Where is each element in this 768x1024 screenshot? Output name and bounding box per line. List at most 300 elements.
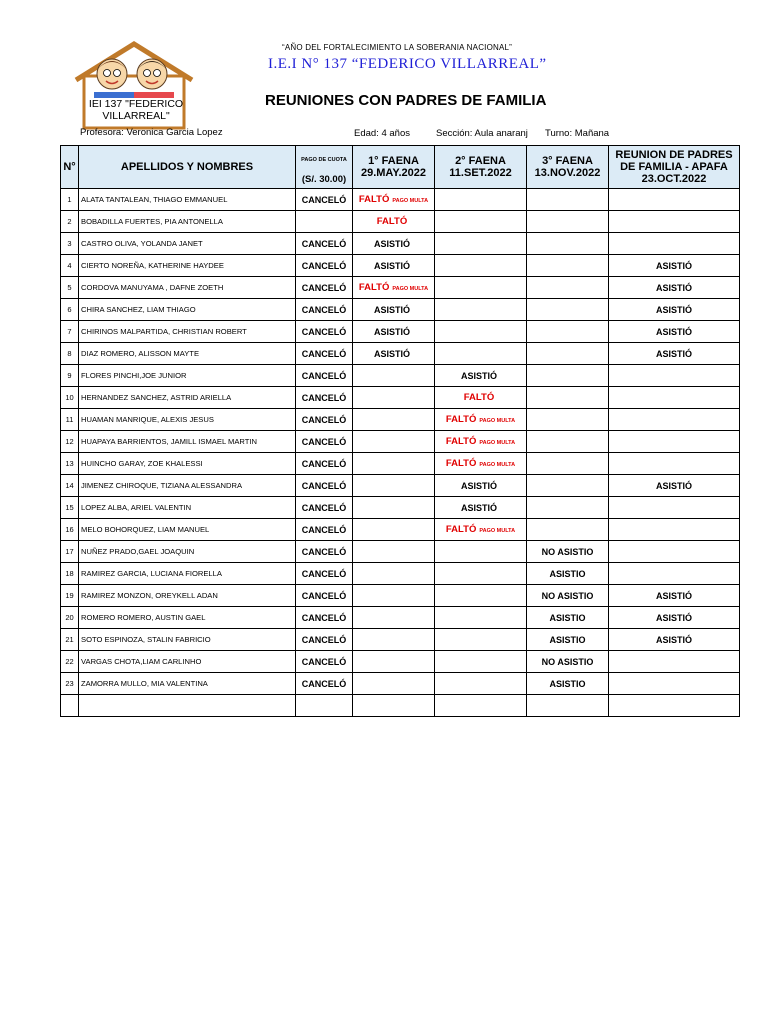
faena1-cell: [353, 409, 435, 431]
teacher-label: Profesora: Veronica Garcia Lopez: [80, 127, 223, 138]
faena3-cell: [527, 321, 609, 343]
cuota-cell: [296, 673, 353, 695]
cuota-status: CANCELÓ: [301, 590, 347, 601]
cuota-status: CANCELÓ: [301, 546, 347, 557]
apafa-cell: [609, 585, 740, 607]
faena1-title: 1° FAENA: [368, 155, 419, 167]
faena1-cell: [353, 387, 435, 409]
apafa-cell: [609, 695, 740, 717]
cuota-cell: [296, 651, 353, 673]
student-name-text: CIERTO NOREÑA, KATHERINE HAYDEE: [81, 261, 224, 270]
table-header-row: [61, 146, 740, 189]
faena3-cell: [527, 651, 609, 673]
faena1-cell: [353, 189, 435, 211]
cuota-cell: [296, 695, 353, 717]
row-number-text: 4: [67, 261, 72, 270]
faena2-cell: [435, 321, 527, 343]
table-row: [61, 321, 740, 343]
row-number-text: 11: [65, 415, 74, 424]
student-name: [79, 255, 296, 277]
student-name-text: RAMIREZ MONZON, OREYKELL ADAN: [81, 591, 218, 600]
student-name-text: CHIRINOS MALPARTIDA, CHRISTIAN ROBERT: [81, 327, 247, 336]
faena3-cell: [527, 695, 609, 717]
apafa-cell: [609, 629, 740, 651]
row-number: [61, 629, 79, 651]
student-name: [79, 607, 296, 629]
faena3-status: ASISTIO: [549, 568, 586, 579]
faena2-cell: [435, 409, 527, 431]
cuota-cell: [296, 629, 353, 651]
col-header-name: APELLIDOS Y NOMBRES: [79, 146, 296, 189]
cuota-cell: [296, 431, 353, 453]
section-label: Sección: Aula anaranj: [436, 128, 528, 139]
table-row: [61, 519, 740, 541]
table-row: [61, 651, 740, 673]
cuota-cell: [296, 233, 353, 255]
cuota-bottom-label: (S/. 30.00): [301, 174, 347, 185]
faena2-status: ASISTIÓ: [460, 370, 497, 381]
row-number-text: 20: [65, 613, 74, 622]
faena3-status: NO ASISTIO: [541, 656, 594, 667]
student-name-text: CORDOVA MANUYAMA , DAFNE ZOETH: [81, 283, 224, 292]
faena3-cell: [527, 299, 609, 321]
faena2-cell: [435, 299, 527, 321]
apafa-status: ASISTIÓ: [655, 590, 692, 601]
row-number: [61, 233, 79, 255]
faena3-status: ASISTIO: [549, 612, 586, 623]
faena3-status: NO ASISTIO: [541, 590, 594, 601]
cuota-cell: [296, 409, 353, 431]
table-row: [61, 365, 740, 387]
row-number-text: 13: [65, 459, 74, 468]
apafa-cell: [609, 541, 740, 563]
page-title: REUNIONES CON PADRES DE FAMILIA: [265, 92, 547, 109]
faena1-cell: [353, 695, 435, 717]
faena1-cell: [353, 299, 435, 321]
row-number-text: 9: [67, 371, 72, 380]
table-row: [61, 541, 740, 563]
faena1-fine: PAGO MULTA: [392, 198, 429, 204]
faena2-fine: PAGO MULTA: [479, 440, 516, 446]
faena2-cell: [435, 233, 527, 255]
faena2-cell: [435, 585, 527, 607]
row-number-text: 1: [67, 195, 72, 204]
row-number: [61, 673, 79, 695]
col-header-cuota: [296, 146, 353, 189]
faena2-date: 11.SET.2022: [449, 167, 512, 179]
faena3-date: 13.NOV.2022: [534, 167, 601, 179]
cuota-cell: [296, 497, 353, 519]
faena2-cell: [435, 211, 527, 233]
faena1-cell: [353, 585, 435, 607]
faena1-cell: [353, 519, 435, 541]
faena3-cell: [527, 255, 609, 277]
faena1-cell: [353, 211, 435, 233]
faena1-status: ASISTIÓ: [373, 304, 410, 315]
table-row: [61, 607, 740, 629]
faena1-cell: [353, 475, 435, 497]
cuota-status: CANCELÓ: [301, 458, 347, 469]
faena3-cell: [527, 431, 609, 453]
row-number: [61, 277, 79, 299]
row-number: [61, 189, 79, 211]
cuota-status: CANCELÓ: [301, 370, 347, 381]
faena1-cell: [353, 277, 435, 299]
cuota-status: CANCELÓ: [301, 282, 347, 293]
faena2-status: ASISTIÓ: [460, 480, 497, 491]
student-name: [79, 277, 296, 299]
student-name-text: DIAZ ROMERO, ALISSON MAYTE: [81, 349, 200, 358]
apafa-cell: [609, 211, 740, 233]
apafa-cell: [609, 431, 740, 453]
faena3-cell: [527, 541, 609, 563]
row-number-text: 8: [67, 349, 72, 358]
student-name: [79, 673, 296, 695]
faena3-cell: [527, 563, 609, 585]
table-row: [61, 585, 740, 607]
apafa-cell: [609, 277, 740, 299]
shift-label: Turno: Mañana: [545, 128, 610, 139]
student-name: [79, 211, 296, 233]
faena1-cell: [353, 541, 435, 563]
row-number: [61, 409, 79, 431]
row-number: [61, 519, 79, 541]
student-name-text: MELO BOHORQUEZ, LIAM MANUEL: [81, 525, 210, 534]
cuota-status: CANCELÓ: [301, 524, 347, 535]
cuota-status: CANCELÓ: [301, 414, 347, 425]
faena3-cell: [527, 475, 609, 497]
faena1-status: FALTÓ: [376, 216, 408, 227]
cuota-cell: [296, 453, 353, 475]
faena2-cell: [435, 365, 527, 387]
cuota-status: CANCELÓ: [301, 260, 347, 271]
student-name: [79, 189, 296, 211]
col-header-faena2: [435, 146, 527, 189]
faena1-cell: [353, 431, 435, 453]
apafa-cell: [609, 453, 740, 475]
faena3-cell: [527, 211, 609, 233]
apafa-cell: [609, 563, 740, 585]
faena2-cell: [435, 343, 527, 365]
cuota-cell: [296, 387, 353, 409]
cuota-top-label: PAGO DE CUOTA: [301, 157, 347, 163]
faena3-cell: [527, 277, 609, 299]
row-number-text: 5: [67, 283, 72, 292]
faena1-status: FALTÓ: [358, 194, 390, 205]
student-name: [79, 629, 296, 651]
faena1-cell: [353, 255, 435, 277]
cuota-status: CANCELÓ: [301, 480, 347, 491]
table-row: [61, 695, 740, 717]
faena3-cell: [527, 497, 609, 519]
student-name: [79, 541, 296, 563]
table-row: [61, 497, 740, 519]
cuota-status: CANCELÓ: [301, 348, 347, 359]
student-name: [79, 519, 296, 541]
faena1-status: FALTÓ: [358, 282, 390, 293]
faena3-cell: [527, 387, 609, 409]
faena1-cell: [353, 365, 435, 387]
table-row: [61, 409, 740, 431]
faena1-cell: [353, 453, 435, 475]
faena1-cell: [353, 673, 435, 695]
apafa-status: ASISTIÓ: [655, 326, 692, 337]
faena2-fine: PAGO MULTA: [479, 462, 516, 468]
student-name: [79, 431, 296, 453]
apafa-title-1: REUNION DE PADRES: [615, 149, 733, 161]
apafa-date: 23.OCT.2022: [641, 173, 707, 185]
faena2-cell: [435, 541, 527, 563]
faena1-fine: PAGO MULTA: [392, 286, 429, 292]
cuota-status: CANCELÓ: [301, 612, 347, 623]
cuota-cell: [296, 343, 353, 365]
apafa-cell: [609, 343, 740, 365]
faena2-cell: [435, 563, 527, 585]
student-name-text: FLORES PINCHI,JOE JUNIOR: [81, 371, 187, 380]
row-number-text: 14: [65, 481, 74, 490]
apafa-status: ASISTIÓ: [655, 260, 692, 271]
faena2-fine: PAGO MULTA: [479, 418, 516, 424]
row-number-text: 2: [67, 217, 72, 226]
faena2-status: FALTÓ: [445, 414, 477, 425]
faena2-cell: [435, 431, 527, 453]
row-number: [61, 365, 79, 387]
student-name-text: CASTRO OLIVA, YOLANDA JANET: [81, 239, 203, 248]
faena1-cell: [353, 629, 435, 651]
student-name-text: HUINCHO GARAY, ZOE KHALESSI: [81, 459, 203, 468]
cuota-cell: [296, 277, 353, 299]
apafa-cell: [609, 387, 740, 409]
table-row: [61, 277, 740, 299]
apafa-status: ASISTIÓ: [655, 612, 692, 623]
faena2-cell: [435, 519, 527, 541]
faena2-cell: [435, 255, 527, 277]
student-name-text: CHIRA SANCHEZ, LIAM THIAGO: [81, 305, 196, 314]
cuota-cell: [296, 475, 353, 497]
cuota-status: CANCELÓ: [301, 568, 347, 579]
row-number-text: 6: [67, 305, 72, 314]
apafa-cell: [609, 365, 740, 387]
student-name-text: BOBADILLA FUERTES, PIA ANTONELLA: [81, 217, 223, 226]
faena3-cell: [527, 409, 609, 431]
apafa-cell: [609, 651, 740, 673]
student-name-text: HUAPAYA BARRIENTOS, JAMILL ISMAEL MARTIN: [81, 437, 257, 446]
faena1-status: ASISTIÓ: [373, 326, 410, 337]
faena3-cell: [527, 343, 609, 365]
faena1-cell: [353, 321, 435, 343]
student-name-text: ZAMORRA MULLO, MIA VALENTINA: [81, 679, 208, 688]
student-name: [79, 497, 296, 519]
student-name: [79, 585, 296, 607]
table-row: [61, 629, 740, 651]
school-name: I.E.I N° 137 “FEDERICO VILLARREAL”: [268, 56, 547, 72]
student-name-text: LOPEZ ALBA, ARIEL VALENTIN: [81, 503, 192, 512]
row-number-text: 3: [67, 239, 72, 248]
row-number-text: 17: [65, 547, 74, 556]
apafa-cell: [609, 189, 740, 211]
cuota-status: CANCELÓ: [301, 502, 347, 513]
faena1-cell: [353, 651, 435, 673]
row-number: [61, 299, 79, 321]
table-row: [61, 673, 740, 695]
faena3-cell: [527, 189, 609, 211]
student-name: [79, 321, 296, 343]
cuota-status: CANCELÓ: [301, 634, 347, 645]
faena3-cell: [527, 607, 609, 629]
col-header-faena3: [527, 146, 609, 189]
faena3-cell: [527, 233, 609, 255]
faena2-cell: [435, 189, 527, 211]
faena3-cell: [527, 585, 609, 607]
student-name-text: HERNANDEZ SANCHEZ, ASTRID ARIELLA: [81, 393, 232, 402]
apafa-title-2: DE FAMILIA - APAFA: [620, 161, 728, 173]
cuota-cell: [296, 365, 353, 387]
row-number: [61, 563, 79, 585]
apafa-cell: [609, 233, 740, 255]
cuota-status: CANCELÓ: [301, 304, 347, 315]
faena2-cell: [435, 629, 527, 651]
faena2-cell: [435, 475, 527, 497]
student-name: [79, 695, 296, 717]
col-header-faena1: [353, 146, 435, 189]
apafa-status: ASISTIÓ: [655, 304, 692, 315]
faena3-cell: [527, 673, 609, 695]
student-name: [79, 233, 296, 255]
faena2-status: ASISTIÓ: [460, 502, 497, 513]
row-number-text: 21: [65, 635, 74, 644]
student-name: [79, 651, 296, 673]
row-number: [61, 497, 79, 519]
row-number: [61, 651, 79, 673]
row-number-text: 22: [65, 657, 74, 666]
row-number: [61, 387, 79, 409]
cuota-status: CANCELÓ: [301, 238, 347, 249]
student-name: [79, 299, 296, 321]
apafa-cell: [609, 409, 740, 431]
student-name: [79, 343, 296, 365]
row-number-text: 10: [65, 393, 74, 402]
faena3-status: NO ASISTIO: [541, 546, 594, 557]
apafa-cell: [609, 673, 740, 695]
row-number: [61, 431, 79, 453]
faena1-status: ASISTIÓ: [373, 260, 410, 271]
faena2-cell: [435, 497, 527, 519]
student-name: [79, 563, 296, 585]
table-row: [61, 387, 740, 409]
faena2-title: 2° FAENA: [455, 155, 506, 167]
student-name: [79, 387, 296, 409]
apafa-cell: [609, 497, 740, 519]
cuota-cell: [296, 563, 353, 585]
cuota-cell: [296, 299, 353, 321]
row-number-text: 19: [65, 591, 74, 600]
row-number-text: 23: [65, 679, 74, 688]
student-name-text: NUÑEZ PRADO,GAEL JOAQUIN: [81, 547, 195, 556]
student-name-text: JIMENEZ CHIROQUE, TIZIANA ALESSANDRA: [81, 481, 243, 490]
faena2-cell: [435, 277, 527, 299]
apafa-status: ASISTIÓ: [655, 634, 692, 645]
faena1-status: ASISTIÓ: [373, 348, 410, 359]
cuota-status: CANCELÓ: [301, 678, 347, 689]
cuota-status: CANCELÓ: [301, 656, 347, 667]
apafa-status: ASISTIÓ: [655, 348, 692, 359]
row-number: [61, 255, 79, 277]
table-row: [61, 431, 740, 453]
faena1-cell: [353, 563, 435, 585]
row-number: [61, 695, 79, 717]
cuota-status: CANCELÓ: [301, 436, 347, 447]
apafa-cell: [609, 519, 740, 541]
age-label: Edad: 4 años: [354, 128, 410, 139]
apafa-cell: [609, 475, 740, 497]
student-name: [79, 453, 296, 475]
apafa-cell: [609, 321, 740, 343]
faena3-cell: [527, 365, 609, 387]
faena2-cell: [435, 387, 527, 409]
row-number: [61, 321, 79, 343]
apafa-status: ASISTIÓ: [655, 282, 692, 293]
row-number-text: 12: [65, 437, 74, 446]
cuota-status: CANCELÓ: [301, 392, 347, 403]
student-name-text: ALATA TANTALEAN, THIAGO EMMANUEL: [81, 195, 228, 204]
col-header-num: N°: [61, 146, 79, 189]
cuota-cell: [296, 585, 353, 607]
logo-caption: IEI 137 "FEDERICO VILLARREAL": [88, 98, 184, 122]
faena1-cell: [353, 343, 435, 365]
faena2-cell: [435, 651, 527, 673]
apafa-cell: [609, 607, 740, 629]
row-number: [61, 541, 79, 563]
col-header-apafa: [609, 146, 740, 189]
school-logo: [72, 40, 196, 130]
faena1-cell: [353, 497, 435, 519]
faena1-cell: [353, 233, 435, 255]
faena1-date: 29.MAY.2022: [360, 167, 427, 179]
row-number: [61, 585, 79, 607]
row-number: [61, 211, 79, 233]
faena2-status: FALTÓ: [445, 436, 477, 447]
faena2-status: FALTÓ: [445, 458, 477, 469]
student-name-text: SOTO ESPINOZA, STALIN FABRICIO: [81, 635, 211, 644]
row-number-text: 15: [65, 503, 74, 512]
row-number-text: 18: [65, 569, 74, 578]
table-row: [61, 211, 740, 233]
faena1-cell: [353, 607, 435, 629]
cuota-status: CANCELÓ: [301, 326, 347, 337]
cuota-cell: [296, 607, 353, 629]
cuota-cell: [296, 211, 353, 233]
cuota-cell: [296, 519, 353, 541]
apafa-cell: [609, 255, 740, 277]
faena3-cell: [527, 453, 609, 475]
row-number-text: 7: [67, 327, 72, 336]
table-row: [61, 299, 740, 321]
faena3-title: 3° FAENA: [542, 155, 593, 167]
student-name-text: VARGAS CHOTA,LIAM CARLINHO: [81, 657, 202, 666]
faena2-status: FALTÓ: [463, 392, 495, 403]
cuota-cell: [296, 321, 353, 343]
faena1-status: ASISTIÓ: [373, 238, 410, 249]
table-row: [61, 189, 740, 211]
faena3-cell: [527, 629, 609, 651]
apafa-cell: [609, 299, 740, 321]
faena2-cell: [435, 695, 527, 717]
student-name-text: RAMIREZ GARCIA, LUCIANA FIORELLA: [81, 569, 222, 578]
faena2-cell: [435, 607, 527, 629]
row-number: [61, 453, 79, 475]
cuota-cell: [296, 255, 353, 277]
table-row: [61, 255, 740, 277]
